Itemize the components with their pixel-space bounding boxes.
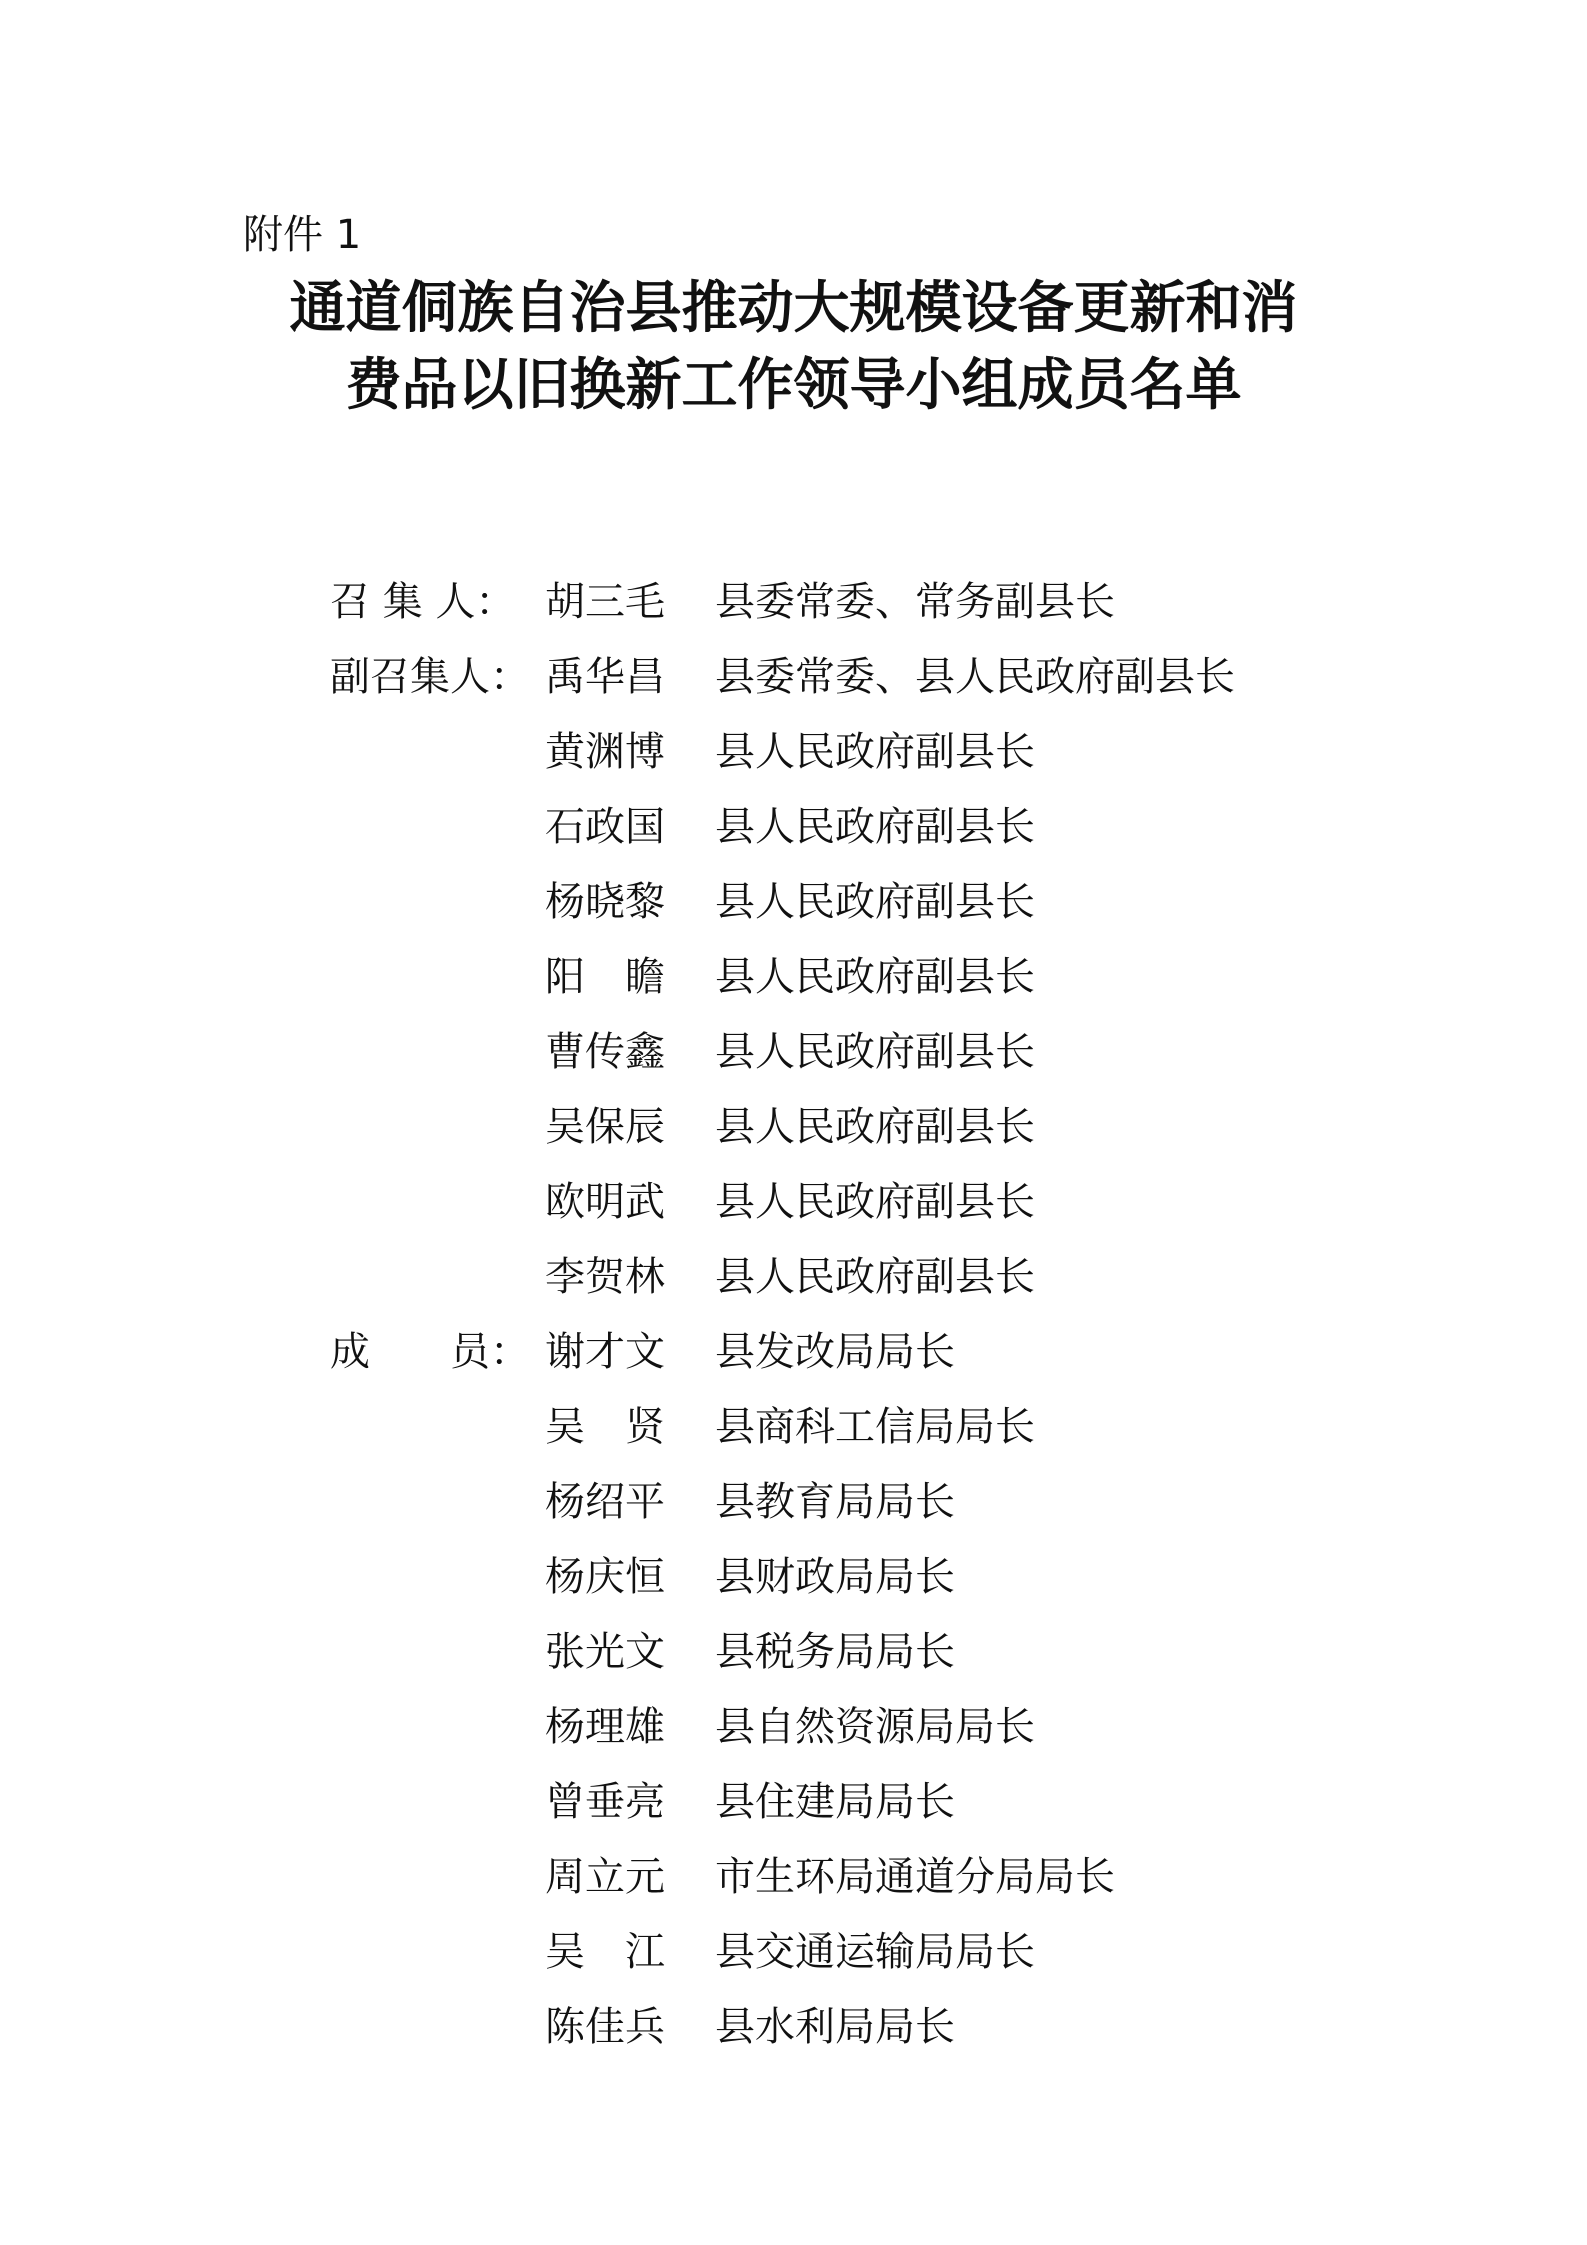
member-position: 县人民政府副县长 (715, 879, 1035, 925)
member-row (0, 1390, 1587, 1465)
member-name: 阳 瞻 (545, 954, 665, 1000)
member-row (0, 640, 1587, 715)
member-position: 县税务局局长 (715, 1629, 955, 1675)
member-position: 县委常委、县人民政府副县长 (715, 654, 1235, 700)
member-position: 县人民政府副县长 (715, 804, 1035, 850)
member-name: 曹传鑫 (545, 1029, 665, 1075)
member-row (0, 1840, 1587, 1915)
member-name: 禹华昌 (545, 654, 665, 700)
member-name: 杨绍平 (545, 1479, 665, 1525)
member-row (0, 565, 1587, 640)
member-position: 县人民政府副县长 (715, 1254, 1035, 1300)
member-position: 县住建局局长 (715, 1779, 955, 1825)
document-title-line-1: 通道侗族自治县推动大规模设备更新和消 (289, 275, 1298, 341)
member-position: 县自然资源局局长 (715, 1704, 1035, 1750)
member-position: 县人民政府副县长 (715, 954, 1035, 1000)
member-row (0, 940, 1587, 1015)
member-position: 县委常委、常务副县长 (715, 579, 1115, 625)
member-position: 县水利局局长 (715, 2004, 955, 2050)
member-row (0, 1165, 1587, 1240)
member-row (0, 715, 1587, 790)
member-position: 县交通运输局局长 (715, 1929, 1035, 1975)
member-name: 杨晓黎 (545, 879, 665, 925)
member-name: 吴 江 (545, 1929, 665, 1975)
member-name: 欧明武 (545, 1179, 665, 1225)
member-row (0, 1915, 1587, 1990)
member-name: 周立元 (545, 1854, 665, 1900)
member-role: 副召集人： (330, 654, 530, 700)
member-name: 杨庆恒 (545, 1554, 665, 1600)
member-row (0, 1765, 1587, 1840)
member-row (0, 1540, 1587, 1615)
member-name: 张光文 (545, 1629, 665, 1675)
member-row (0, 865, 1587, 940)
member-row (0, 1690, 1587, 1765)
member-position: 县人民政府副县长 (715, 729, 1035, 775)
member-row (0, 1615, 1587, 1690)
member-name: 石政国 (545, 804, 665, 850)
member-position: 县人民政府副县长 (715, 1029, 1035, 1075)
attachment-label: 附件 1 (243, 212, 362, 258)
member-name: 李贺林 (545, 1254, 665, 1300)
member-row (0, 1315, 1587, 1390)
member-position: 县财政局局长 (715, 1554, 955, 1600)
member-row (0, 1015, 1587, 1090)
member-position: 县商科工信局局长 (715, 1404, 1035, 1450)
member-name: 杨理雄 (545, 1704, 665, 1750)
member-position: 县人民政府副县长 (715, 1104, 1035, 1150)
document-title-line-2: 费品以旧换新工作领导小组成员名单 (345, 352, 1242, 418)
member-position: 县教育局局长 (715, 1479, 955, 1525)
member-role: 召 集 人： (330, 579, 516, 625)
member-row (0, 1990, 1587, 2065)
member-position: 县发改局局长 (715, 1329, 955, 1375)
member-position: 县人民政府副县长 (715, 1179, 1035, 1225)
member-name: 曾垂亮 (545, 1779, 665, 1825)
member-row (0, 1090, 1587, 1165)
member-position: 市生环局通道分局局长 (715, 1854, 1115, 1900)
member-name: 黄渊博 (545, 729, 665, 775)
member-row (0, 790, 1587, 865)
member-name: 谢才文 (545, 1329, 665, 1375)
member-role: 成 员： (330, 1329, 530, 1375)
member-name: 胡三毛 (545, 579, 665, 625)
member-row (0, 1240, 1587, 1315)
member-name: 陈佳兵 (545, 2004, 665, 2050)
member-row (0, 1465, 1587, 1540)
member-name: 吴保辰 (545, 1104, 665, 1150)
member-name: 吴 贤 (545, 1404, 665, 1450)
